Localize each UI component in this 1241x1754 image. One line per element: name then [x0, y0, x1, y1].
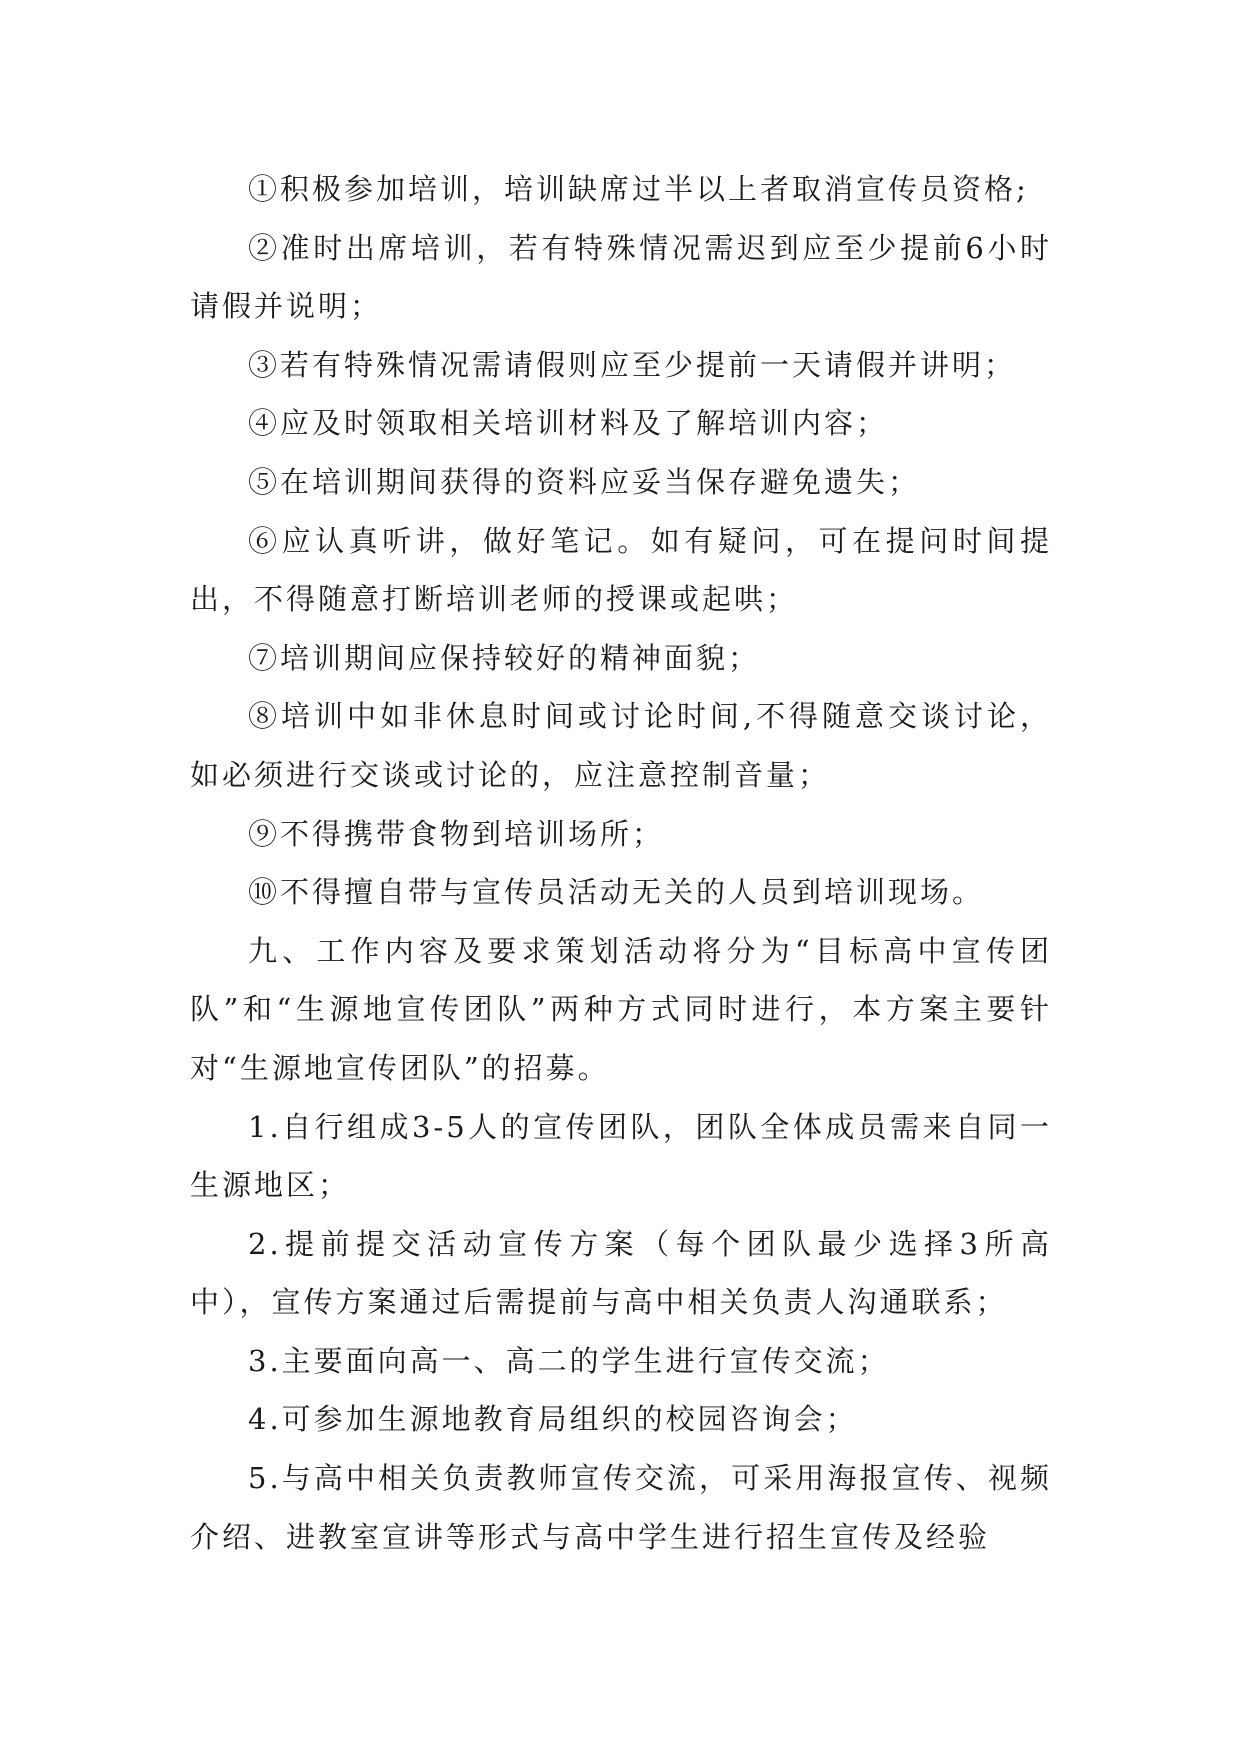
requirement-item-5: 5.与高中相关负责教师宣传交流，可采用海报宣传、视频介绍、进教室宣讲等形式与高中学生进行招生宣传及经验: [190, 1461, 1052, 1554]
rule-item-4: ④应及时领取相关培训材料及了解培训内容；: [248, 406, 889, 441]
rule-item-1: ①积极参加培训，培训缺席过半以上者取消宣传员资格;: [248, 172, 1029, 206]
requirement-item-1: 1.自行组成3-5人的宣传团队，团队全体成员需来自同一生源地区；: [190, 1109, 1052, 1203]
rule-item-5: ⑤在培训期间获得的资料应妥当保存避免遗失；: [248, 464, 921, 499]
requirement-item-4: 4.可参加生源地教育局组织的校园咨询会；: [248, 1402, 858, 1437]
rule-item-2: ②准时出席培训，若有特殊情况需迟到应至少提前6小时请假并说明；: [190, 230, 1052, 324]
rule-item-3: ③若有特殊情况需请假则应至少提前一天请假并讲明；: [248, 347, 1017, 382]
requirement-item-3: 3.主要面向高一、高二的学生进行宣传交流；: [248, 1343, 890, 1378]
section-heading-paragraph: 九、工作内容及要求策划活动将分为“目标高中宣传团队”和“生源地宣传团队”两种方式同时进行，本方案主要针对“生源地宣传团队”的招募。: [190, 933, 1052, 1085]
document-body: [190, 160, 1052, 1566]
rule-item-10: ⑩不得擅自带与宣传员活动无关的人员到培训现场。: [248, 875, 985, 910]
rule-item-6: ⑥应认真听讲，做好笔记。如有疑问，可在提问时间提出，不得随意打断培训老师的授课或起哄；: [190, 523, 1052, 617]
requirement-item-2: 2.提前提交活动宣传方案（每个团队最少选择3所高中），宣传方案通过后需提前与高中相关负责人沟通联系；: [190, 1226, 1052, 1320]
rule-item-7: ⑦培训期间应保持较好的精神面貌；: [248, 640, 761, 675]
rule-item-9: ⑨不得携带食物到培训场所；: [248, 816, 665, 851]
rule-item-8: ⑧培训中如非休息时间或讨论时间,不得随意交谈讨论，如必须进行交谈或讨论的，应注意控制音量；: [190, 699, 1052, 792]
